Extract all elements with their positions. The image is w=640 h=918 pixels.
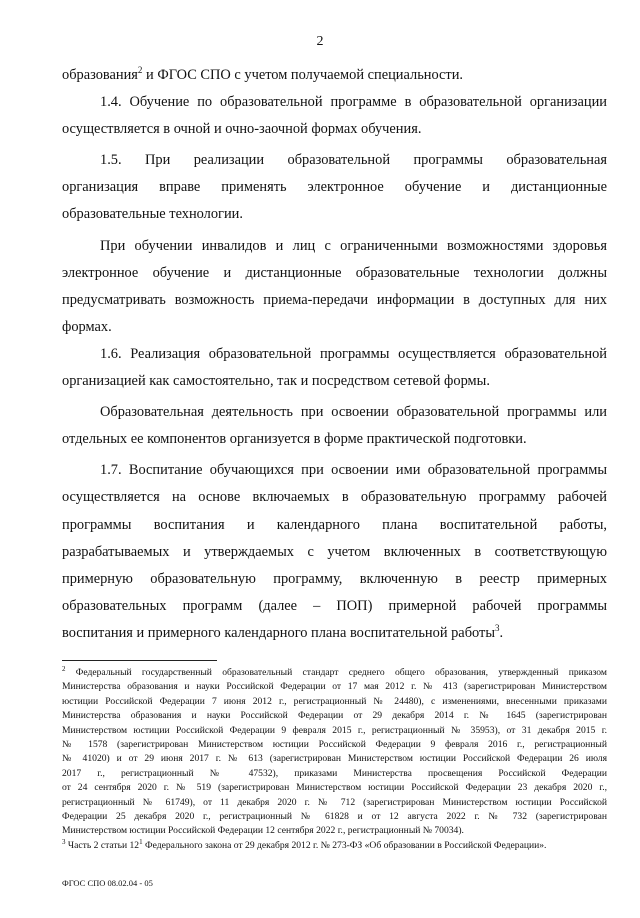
paragraph-line: разрабатываемых и утверждаемых с учетом включенных в соответствующую xyxy=(62,543,607,560)
paragraph-line: 1.5. При реализации образовательной программы образовательная xyxy=(100,152,607,169)
paragraph-line: организацией как самостоятельно, так и посредством сетевой формы. xyxy=(62,373,490,390)
paragraph-line: воспитания и примерного календарного плана воспитательной работы$^3$. xyxy=(62,623,504,641)
footnote-ref-2: 2 xyxy=(137,65,143,76)
paragraph-intro xyxy=(62,62,607,89)
footnote-line: № 1578 (зарегистрирован Министерством юстиции Российской Федерации 9 февраля 2016 г., регистрационный xyxy=(62,738,607,750)
document-body xyxy=(62,62,607,647)
paragraph-line: образовательных программ (далее – ПОП) примерной рабочей программы xyxy=(62,597,607,614)
paragraph-line: формах. xyxy=(62,318,112,335)
footnote-line: Министерства образования и науки Российской Федерации от 17 мая 2012 г. № 413 (зарегистрирован Министерством xyxy=(62,681,607,693)
paragraph-disabilities xyxy=(62,233,607,341)
footnotes xyxy=(62,666,607,853)
paragraph-line: осуществляется в очной и очно-заочной формах обучения. xyxy=(62,121,422,138)
footnote-line: 2017 г., регистрационный № 47532), приказами Министерства просвещения Российской Федерации xyxy=(62,767,607,779)
footnote-line xyxy=(62,839,607,853)
footnote-marker: 2 xyxy=(62,666,66,673)
paragraph-line: электронное обучение и дистанционные образовательные технологии должны xyxy=(62,264,607,281)
footnote-line: Федерации 25 декабря 2020 г., регистрационный № 61828 и от 12 августа 2022 г. № 732 (зарегистрирован xyxy=(62,810,607,822)
footnote-3 xyxy=(62,839,607,853)
paragraph-1-7 xyxy=(62,457,607,647)
text-fragment: образования xyxy=(62,67,138,83)
footnote-line xyxy=(62,666,607,680)
paragraph-line xyxy=(62,62,607,89)
paragraph-line: примерную образовательную программу, включенную в реестр примерных xyxy=(62,570,607,587)
footnote-2 xyxy=(62,666,607,839)
paragraph-practice xyxy=(62,399,607,453)
text-fragment: Часть 2 статьи 12 xyxy=(67,839,140,851)
paragraph-1-4 xyxy=(62,89,607,143)
page-number: 2 xyxy=(316,34,324,49)
text-fragment: воспитания и примерного календарного плана воспитательной работы xyxy=(62,624,495,641)
paragraph-line: предусматривать возможность приема-передачи информации в доступных для них xyxy=(62,291,607,308)
footnote-line: Министерством юстиции Российской Федерации 9 февраля 2015 г., регистрационный № 35953), от 31 декабря 2015 г. xyxy=(62,724,607,736)
paragraph-line: осуществляется на основе включаемых в образовательную программу рабочей xyxy=(62,489,607,506)
paragraph-1-5 xyxy=(62,147,607,228)
document-code: ФГОС СПО 08.02.04 - 05 xyxy=(62,878,153,888)
paragraph-line: отдельных ее компонентов организуется в форме практической подготовки. xyxy=(62,431,527,448)
footnote-line: № 41020) и от 29 июня 2017 г. № 613 (зарегистрирован Министерством юстиции Российской Федерации 26 июля xyxy=(62,753,607,765)
footnote-line: юстиции Российской Федерации 7 июня 2012 г., регистрационный № 24480), с изменениями, внесенными приказами xyxy=(62,695,607,707)
footnote-marker: 3 xyxy=(62,838,66,846)
footnote-line: регистрационный № 61749), от 11 декабря 2020 г. № 712 (зарегистрирован Министерством юстиции Российской xyxy=(62,796,607,808)
footnote-line: от 24 сентября 2020 г. № 519 (зарегистрирован Министерством юстиции Российской Федерации 23 декабря 2020 г., xyxy=(62,782,607,794)
paragraph-line: При обучении инвалидов и лиц с ограниченными возможностями здоровья xyxy=(100,237,607,254)
paragraph-line: 1.7. Воспитание обучающихся при освоении ими образовательной программы xyxy=(100,462,607,479)
paragraph-line: 1.4. Обучение по образовательной программе в образовательной организации xyxy=(100,94,607,111)
paragraph-line: образовательные технологии. xyxy=(62,206,243,223)
footnote-line: Министерством юстиции Российской Федерации 12 сентября 2022 г., регистрационный № 70034). xyxy=(62,825,464,837)
footnote-separator xyxy=(62,660,217,661)
text-fragment: Федеральный государственный образовательный стандарт среднего общего образования, утвержденный приказом xyxy=(75,667,607,678)
text-fragment: Федерального закона от 29 декабря 2012 г. № 273-ФЗ «Об образовании в Российской Федерации». xyxy=(145,839,547,851)
footnote-ref-3: 3 xyxy=(494,623,500,634)
paragraph-line: 1.6. Реализация образовательной программы осуществляется образовательной xyxy=(100,345,607,362)
paragraph-line: Образовательная деятельность при освоении образовательной программы или xyxy=(100,404,607,421)
superscript: 1 xyxy=(139,838,143,846)
text-fragment: и ФГОС СПО с учетом получаемой специальности. xyxy=(146,67,463,83)
paragraph-line: программы воспитания и календарного плана воспитательной работы, xyxy=(62,516,607,533)
footnote-line: Министерства образования и науки Российской Федерации от 29 декабря 2014 г. № 1645 (зарегистрирован xyxy=(62,710,607,722)
paragraph-line: организация вправе применять электронное обучение и дистанционные xyxy=(62,179,607,196)
paragraph-1-6 xyxy=(62,341,607,395)
